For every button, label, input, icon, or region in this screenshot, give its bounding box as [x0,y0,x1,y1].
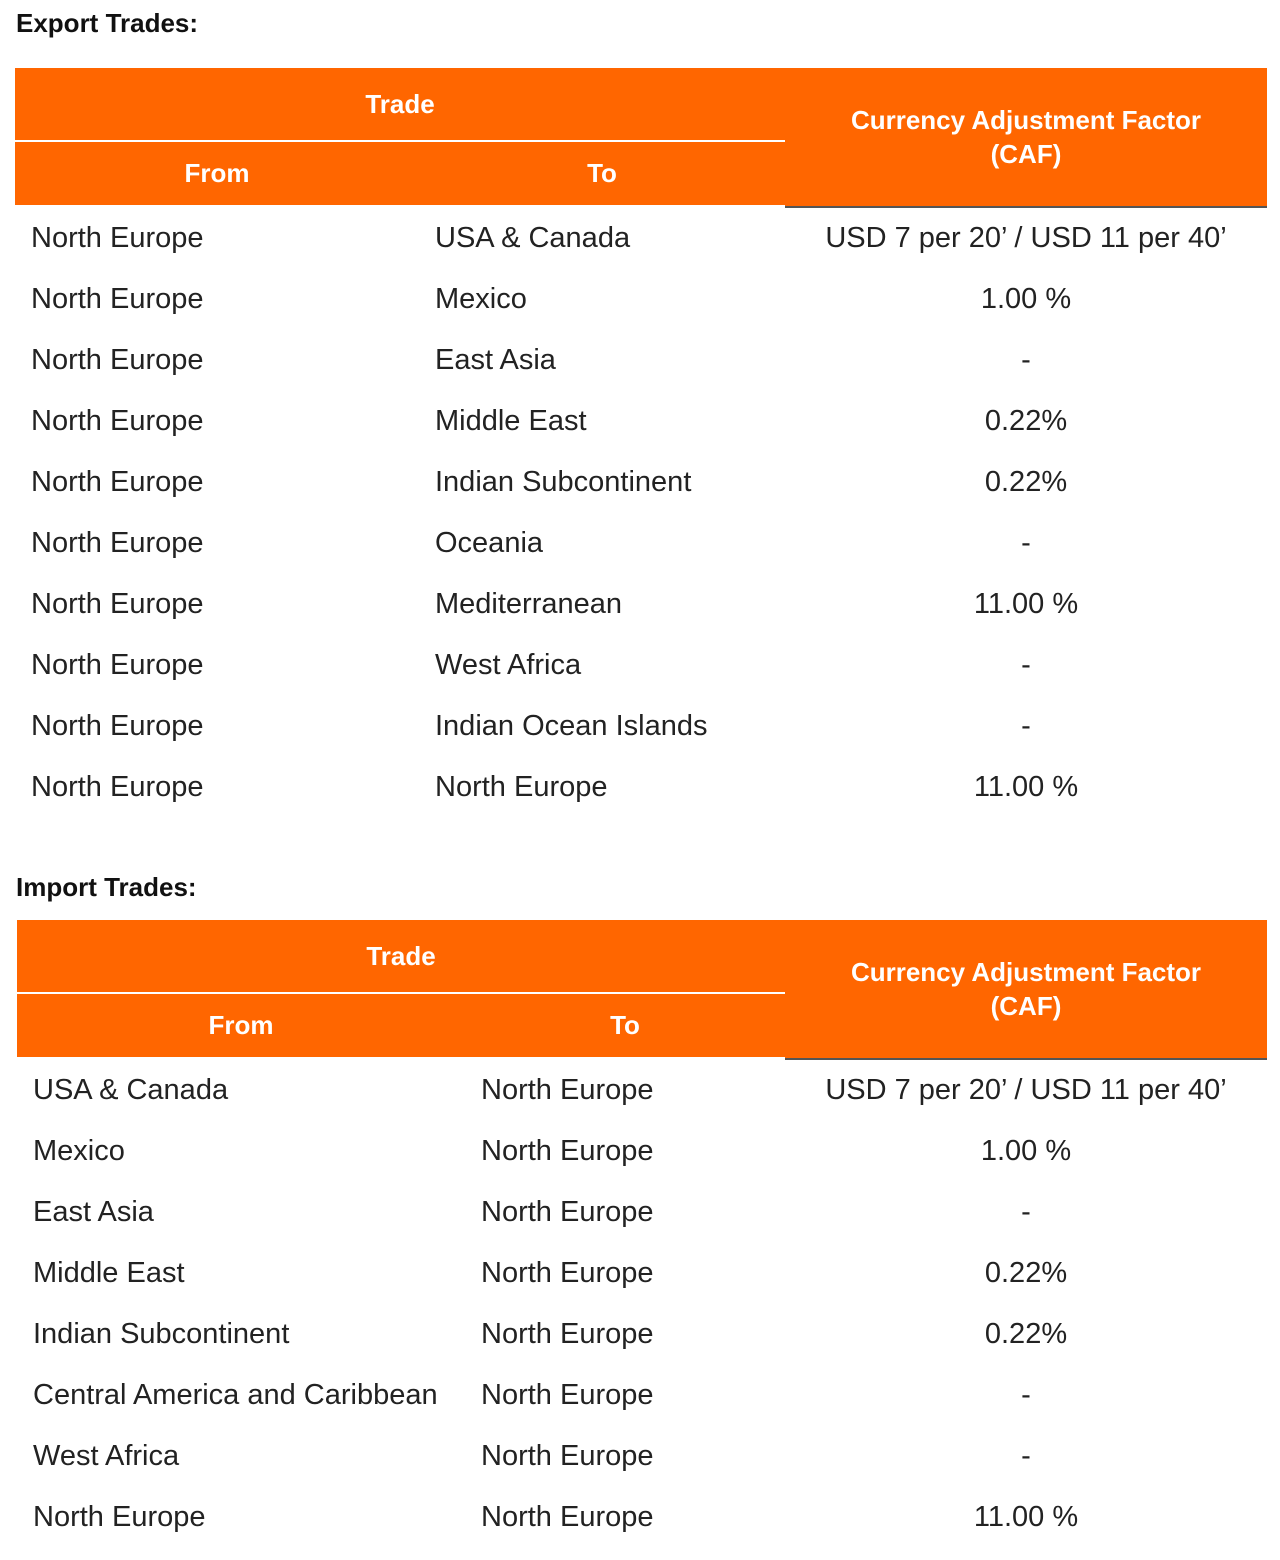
to-cell: East Asia [435,344,556,376]
to-cell: North Europe [435,771,608,803]
to-cell: Middle East [435,405,587,437]
from-cell: North Europe [31,283,204,315]
to-cell: Mexico [435,283,527,315]
import-table-body [17,1059,1267,1549]
export-trades-table [15,68,1267,818]
caf-cell: 0.22% [984,466,1068,498]
from-cell: North Europe [31,344,204,376]
table-row [15,513,1267,574]
caf-cell: 1.00 % [980,1135,1072,1167]
table-row [17,1426,1267,1487]
caf-cell: 11.00 % [973,588,1079,620]
table-row [15,269,1267,330]
table-row [15,574,1267,635]
caf-header [785,68,1267,207]
to-cell: North Europe [481,1318,654,1350]
from-cell: North Europe [31,527,204,559]
caf-cell: - [1021,527,1031,559]
from-cell: North Europe [31,466,204,498]
caf-cell: - [1021,1379,1031,1411]
from-cell: Middle East [33,1257,185,1289]
to-header: To [419,141,785,207]
caf-cell: USD 7 per 20’ / USD 11 per 40’ [785,1059,1267,1122]
to-cell: North Europe [481,1440,654,1472]
table-row [17,1304,1267,1365]
table-row [15,330,1267,391]
from-cell: North Europe [33,1501,206,1533]
caf-cell: 0.22% [984,1257,1068,1289]
to-cell: North Europe [481,1135,654,1167]
from-cell: North Europe [15,207,419,270]
to-cell: Mediterranean [435,588,622,620]
to-cell: Oceania [435,527,544,559]
table-row [17,1487,1267,1548]
caf-cell: - [1021,1440,1031,1472]
trade-header: Trade [17,920,785,993]
table-row [17,1182,1267,1243]
to-header: To [465,993,785,1059]
trade-header: Trade [15,68,785,141]
from-cell: North Europe [31,405,204,437]
from-cell: Indian Subcontinent [33,1318,290,1350]
table-row [15,391,1267,452]
caf-cell: 0.22% [984,405,1068,437]
from-cell: Mexico [33,1135,125,1167]
caf-cell: USD 7 per 20’ / USD 11 per 40’ [785,207,1267,270]
to-cell: North Europe [481,1501,654,1533]
to-cell: North Europe [481,1196,654,1228]
from-cell: North Europe [31,588,204,620]
from-header: From [17,993,465,1059]
caf-cell: 0.22% [984,1318,1068,1350]
from-cell: East Asia [33,1196,154,1228]
export-table-body [15,207,1267,819]
from-cell: USA & Canada [17,1059,465,1122]
to-cell: North Europe [465,1059,785,1122]
table-row [17,1365,1267,1426]
caf-header-line2: (CAF) [990,990,1062,1021]
caf-cell: - [1021,649,1031,681]
from-cell: North Europe [31,710,204,742]
caf-cell: 11.00 % [973,1501,1079,1533]
caf-header-line1: Currency Adjustment Factor [850,956,1202,987]
caf-header-line1: Currency Adjustment Factor [850,104,1202,135]
from-cell: West Africa [33,1440,180,1472]
caf-cell: - [1021,710,1031,742]
from-cell: North Europe [31,771,204,803]
import-trades-title: Import Trades: [16,872,197,902]
table-row [15,696,1267,757]
table-row [15,207,1267,270]
to-cell: Indian Ocean Islands [435,710,708,742]
table-row [15,635,1267,696]
caf-header-line2: (CAF) [990,138,1062,169]
table-row [15,757,1267,818]
import-trades-table [17,920,1267,1548]
export-trades-title: Export Trades: [16,8,199,38]
to-cell: North Europe [481,1257,654,1289]
caf-cell: - [1021,1196,1031,1228]
caf-cell: 11.00 % [973,771,1079,803]
caf-cell: - [1021,344,1031,376]
table-row [17,1121,1267,1182]
to-cell: Indian Subcontinent [435,466,692,498]
from-header: From [15,141,419,207]
to-cell: North Europe [481,1379,654,1411]
caf-header [785,920,1267,1059]
from-cell: Central America and Caribbean [33,1379,438,1411]
table-row [15,452,1267,513]
table-row [17,1243,1267,1304]
from-cell: North Europe [31,649,204,681]
to-cell: USA & Canada [419,207,785,270]
caf-cell: 1.00 % [980,283,1072,315]
table-row [17,1059,1267,1122]
to-cell: West Africa [435,649,582,681]
